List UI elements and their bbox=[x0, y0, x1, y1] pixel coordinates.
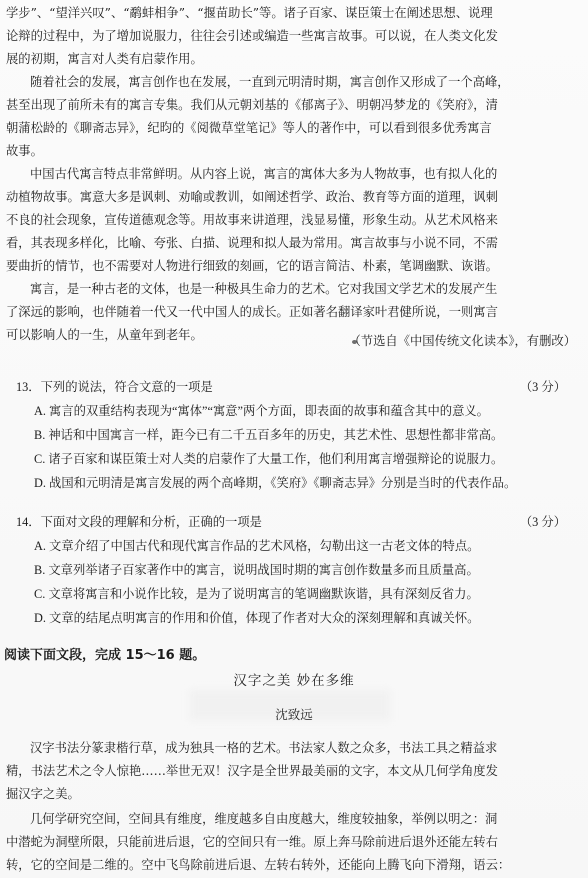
question-13-option-b: B. 神话和中国寓言一样，距今已有二千五百多年的历史，其艺术性、思想性都非常高。 bbox=[34, 428, 504, 442]
article-p2-line-1: 几何学研究空间，空间具有维度，维度越多自由度越大，维度较抽象，举例以明之：洞 bbox=[30, 812, 498, 826]
article-p1-line-2: 精，书法艺术之令人惊艳……举世无双！汉字是全世界最美丽的文字，本文从几何学角度发 bbox=[6, 764, 498, 778]
question-13-stem bbox=[16, 376, 576, 399]
article-p2-line-3: 转，它的空间是二维的。空中飞鸟除前进后退、左转右转外，还能向上腾飞向下滑翔，语云： bbox=[6, 858, 511, 872]
question-14-option-b: B. 文章列举诸子百家著作中的寓言，说明战国时期的寓言创作数量多而且质量高。 bbox=[34, 563, 479, 577]
question-14-option-c: C. 文章将寓言和小说作比较，是为了说明寓言的笔调幽默诙谐，具有深刻反省力。 bbox=[34, 587, 479, 601]
question-14-option-d: D. 文章的结尾点明寓言的作用和价值，体现了作者对大众的深刻理解和真诚关怀。 bbox=[34, 611, 480, 625]
section-heading: 阅读下面文段，完成 15～16 题。 bbox=[4, 648, 206, 663]
passage-p2-line-2: 甚至出现了前所未有的寓言专集。我们从元朝刘基的《郁离子》、明朝冯梦龙的《笑府》，清 bbox=[6, 98, 498, 112]
question-13-option-d: D. 战国和元明清是寓言发展的两个高峰期，《笑府》《聊斋志异》分别是当时的代表作品。 bbox=[34, 476, 517, 490]
article-author: 沈致远 bbox=[275, 707, 313, 722]
passage-p4-line-3: 可以影响人的一生，从童年到老年。 bbox=[6, 328, 203, 342]
question-14-score: （3 分） bbox=[519, 515, 566, 529]
passage-p1-line-2: 论辩的过程中，为了增加说服力，往往会引述或编造一些寓言故事。可以说，在人类文化发 bbox=[6, 29, 498, 43]
passage-p1-line-3: 展的初期，寓言对人类有启蒙作用。 bbox=[6, 52, 203, 66]
passage-p2-line-1: 随着社会的发展，寓言创作也在发展，一直到元明清时期，寓言创作又形成了一个高峰， bbox=[30, 75, 510, 89]
article-p2-line-2: 中潜蛇为洞壁所限，只能前进后退，它的空间只有一维。原上奔马除前进后退外还能左转右 bbox=[6, 835, 498, 849]
passage-p3-line-2: 动植物故事。寓意大多是讽刺、劝喻或教训，如阐述哲学、政治、教育等方面的道理，讽刺 bbox=[6, 190, 498, 204]
passage-p3-line-4: 看，其表现多样化，比喻、夸张、白描、说理和拟人最为常用。寓言故事与小说不同，不需 bbox=[6, 236, 498, 250]
question-13-option-c: C. 诸子百家和谋臣策士对人类的启蒙作了大量工作，他们利用寓言增强辩论的说服力。 bbox=[34, 452, 504, 466]
passage-p3-line-5: 要曲折的情节，也不需要对人物进行细致的刻画，它的语言简洁、朴素，笔调幽默、诙谐。 bbox=[6, 259, 498, 273]
passage-p2-line-4: 故事。 bbox=[6, 144, 43, 158]
passage-p3-line-1: 中国古代寓言特点非常鲜明。从内容上说，寓言的寓体大多为人物故事，也有拟人化的 bbox=[30, 167, 498, 181]
passage-p3-line-3: 不良的社会现象，宣传道德观念等。用故事来讲道理，浅显易懂，形象生动。从艺术风格来 bbox=[6, 213, 498, 227]
passage-p2-line-3: 朝蒲松龄的《聊斋志异》，纪昀的《阅微草堂笔记》等人的著作中，可以看到很多优秀寓言 bbox=[6, 121, 492, 135]
passage-p4-line-1: 寓言，是一种古老的文体，也是一种极具生命力的艺术。它对我国文学艺术的发展产生 bbox=[30, 282, 498, 296]
passage-source: （节选自《中国传统文化读本》，有删改） bbox=[348, 334, 576, 348]
passage-p4-line-2: 了深远的影响，也伴随着一代又一代中国人的成长。正如著名翻译家叶君健所说，一则寓言 bbox=[6, 305, 498, 319]
article-p1-line-1: 汉字书法分篆隶楷行草，成为独具一格的艺术。书法家人数之众多，书法工具之精益求 bbox=[30, 741, 498, 755]
article-p1-line-3: 掘汉字之美。 bbox=[6, 787, 80, 801]
question-14-text: 14．下面对文段的理解和分析，正确的一项是 bbox=[16, 515, 262, 529]
article-title: 汉字之美 妙在多维 bbox=[233, 673, 355, 689]
question-14-stem bbox=[16, 511, 576, 534]
question-13-text: 13．下列的说法，符合文意的一项是 bbox=[16, 380, 213, 394]
question-14-option-a: A. 文章介绍了中国古代和现代寓言作品的艺术风格，勾勒出这一古老文体的特点。 bbox=[34, 539, 480, 553]
question-13-score: （3 分） bbox=[519, 380, 566, 394]
question-13-option-a: A. 寓言的双重结构表现为“寓体”“寓意”两个方面，即表面的故事和蕴含其中的意义。 bbox=[34, 404, 489, 418]
passage-p1-line-1: 学步”、“望洋兴叹”、“鹬蚌相争”、“揠苗助长”等。诸子百家、谋臣策士在阐述思想、说理 bbox=[6, 6, 493, 20]
